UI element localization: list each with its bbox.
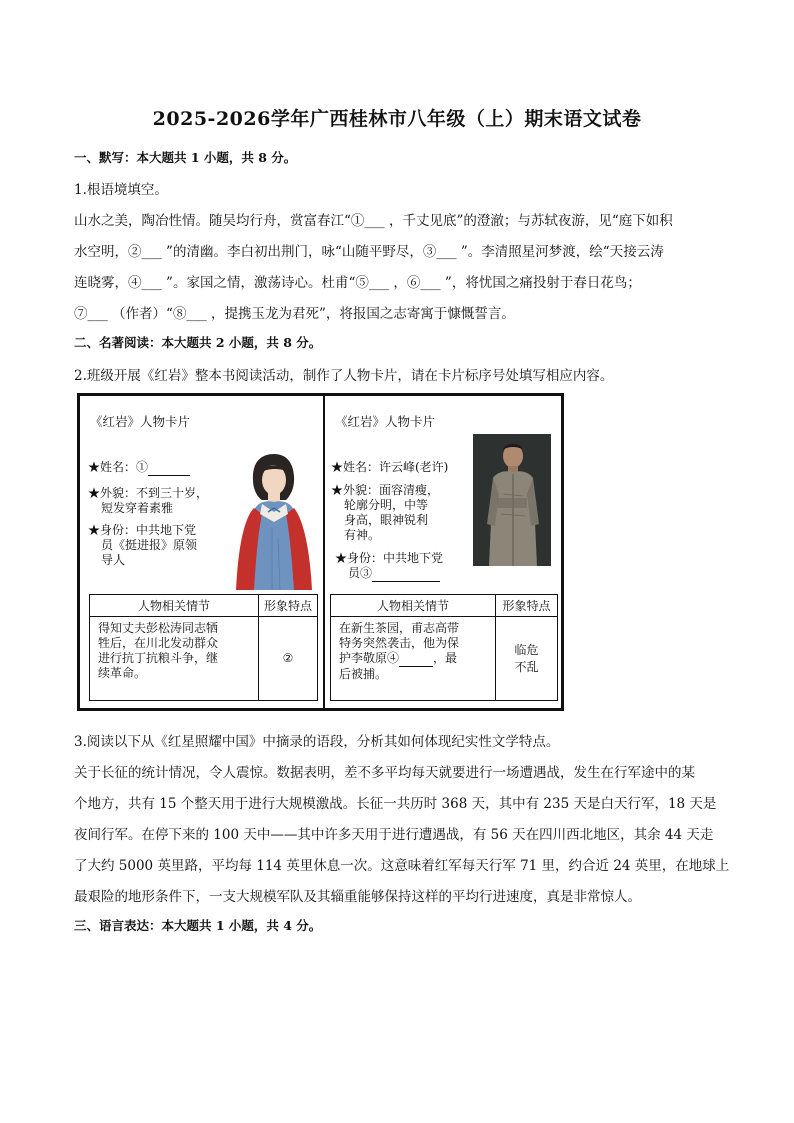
- card-title: 《红岩》人物卡片: [90, 414, 191, 429]
- card-appearance-field: ★外貌：面容清瘦， 轮廓分明，中等 身高，眼神锐利 有神。: [331, 483, 440, 542]
- card-left-table: [89, 594, 318, 701]
- jiang-jie-portrait-illustration: [228, 448, 320, 590]
- col-header-trait: 形象特点: [259, 595, 318, 617]
- col-header-plot: 人物相关情节: [90, 595, 259, 617]
- q1-line: ⑦___ （作者）“⑧___ ，提携玉龙为君死”，将报国之志寄寓于慷慨誓言。: [74, 306, 515, 322]
- card-identity-field: ★身份：中共地下党 员《挺进报》原领 导人: [88, 523, 198, 567]
- xu-yunfeng-photo: [473, 434, 551, 566]
- answer-blank: [372, 566, 440, 582]
- answer-blank: [148, 460, 190, 476]
- q1-stem: 1.根语境填空。: [74, 182, 168, 198]
- q3-line: 了大约 5000 英里路，平均每 114 英里休息一次。这意味着红军每天行军 71 里，约合近 24 英里，在地球上: [74, 858, 730, 874]
- page-title: 2025-2026学年广西桂林市八年级（上）期末语文试卷: [152, 108, 642, 130]
- q1-line: 水空明，②___ ”的清幽。李白初出荆门，咏“山随平野尽，③___ ”。李清照星河梦渡，绘“天接云涛: [74, 244, 664, 260]
- col-header-trait: 形象特点: [496, 595, 558, 617]
- trait-cell: ②: [259, 617, 318, 701]
- card-appearance-field: ★外貌：不到三十岁， 短发穿着素雅: [88, 486, 209, 515]
- q1-line: 山水之美，陶冶性情。随吴均行舟，赏富春江“①___ ，千丈见底”的澄澈；与苏轼夜游，见“庭下如积: [74, 213, 673, 229]
- character-card-left: [80, 396, 323, 708]
- q3-line: 夜间行军。在停下来的 100 天中——其中许多天用于进行遭遇战，有 56 天在四川西北地区，其余 44 天走: [74, 827, 714, 843]
- q1-line: 连晓雾，④___ ”。家国之情，激荡诗心。杜甫“⑤___ ，⑥___ ”，将忧国之痛投射于春日花鸟；: [74, 275, 641, 291]
- card-title: 《红岩》人物卡片: [335, 414, 436, 429]
- character-card-right: [323, 396, 563, 708]
- plot-cell: 得知丈夫彭松涛同志牺 牲后，在川北发动群众 进行抗丁抗粮斗争，继 续革命。: [90, 617, 259, 701]
- answer-blank: [399, 651, 433, 667]
- card-right-table: [330, 594, 558, 701]
- character-cards-figure: [77, 393, 564, 711]
- section-3-heading: 三、语言表达：本大题共 1 小题，共 4 分。: [74, 918, 322, 933]
- q3-line: 关于长征的统计情况，令人震惊。数据表明，差不多平均每天就要进行一场遭遇战，发生在行军途中的某: [74, 765, 695, 781]
- plot-cell: 在新生茶园，甫志高带 特务突然袭击，他为保 护李敬原④ ，最 后被捕。: [331, 617, 496, 701]
- card-name-field: ★姓名：①: [88, 460, 190, 476]
- col-header-plot: 人物相关情节: [331, 595, 496, 617]
- section-2-heading: 二、名著阅读：本大题共 2 小题，共 8 分。: [74, 335, 322, 350]
- trait-cell: 临危 不乱: [496, 617, 558, 701]
- card-name-field: ★姓名：许云峰(老许): [331, 460, 449, 474]
- q3-line: 最艰险的地形条件下，一支大规模军队及其辎重能够保持这样的平均行进速度，真是非常惊人。: [74, 889, 641, 905]
- card-identity-field: ★身份：中共地下党 员③: [335, 551, 444, 580]
- section-1-heading: 一、默写：本大题共 1 小题，共 8 分。: [74, 150, 297, 165]
- q3-line: 个地方，共有 15 个整天用于进行大规模激战。长征一共历时 368 天，其中有 235 天是白天行军，18 天是: [74, 796, 717, 812]
- q3-stem: 3.阅读以下从《红星照耀中国》中摘录的语段，分析其如何体现纪实性文学特点。: [74, 734, 560, 750]
- q2-stem: 2.班级开展《红岩》整本书阅读活动，制作了人物卡片，请在卡片标序号处填写相应内容。: [74, 368, 614, 384]
